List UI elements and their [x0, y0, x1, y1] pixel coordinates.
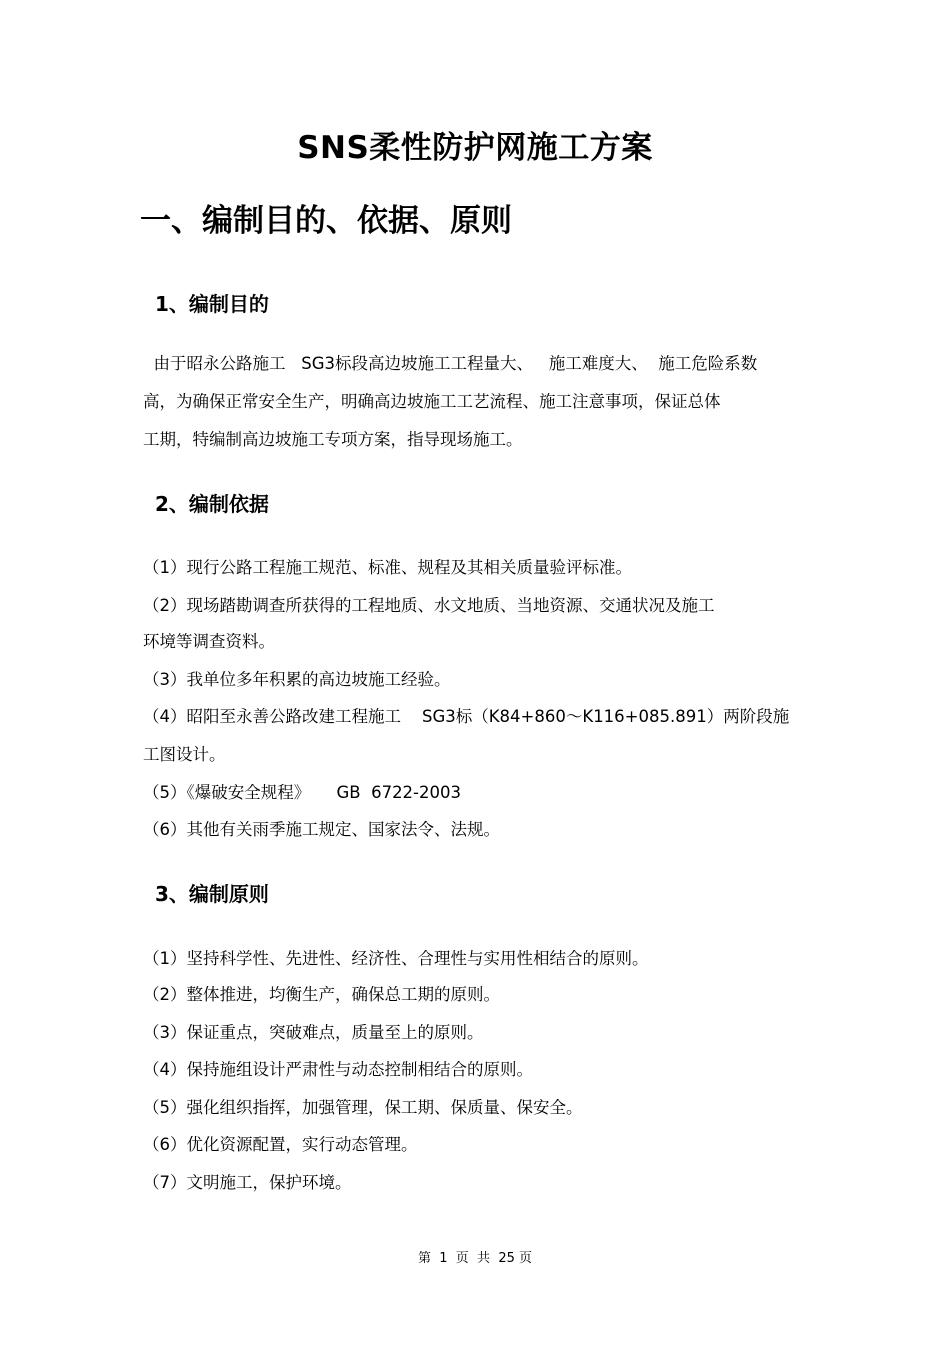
list-item-continuation: 工图设计。 [143, 745, 226, 764]
list-item: （4）保持施组设计严肃性与动态控制相结合的原则。 [143, 1060, 533, 1079]
document-title: SNS柔性防护网施工方案 [297, 130, 653, 166]
list-item: （3）保证重点，突破难点，质量至上的原则。 [143, 1023, 484, 1042]
list-item: （5）《爆破安全规程》 GB 6722-2003 [143, 783, 462, 802]
list-item: （3）我单位多年积累的高边坡施工经验。 [143, 670, 451, 689]
list-item: （1）现行公路工程施工规范、标准、规程及其相关质量验评标准。 [143, 558, 632, 577]
list-item-continuation: 环境等调查资料。 [143, 632, 275, 651]
subsection-heading-principles: 3、编制原则 [155, 882, 269, 906]
list-item: （2）整体推进，均衡生产，确保总工期的原则。 [143, 985, 500, 1004]
list-item: （4）昭阳至永善公路改建工程施工 SG3标（K84+860～K116+085.891）两阶段施 [143, 707, 790, 726]
paragraph-line: 高，为确保正常安全生产，明确高边坡施工工艺流程、施工注意事项，保证总体 [143, 392, 721, 411]
list-item: （2）现场踏勘调查所获得的工程地质、水文地质、当地资源、交通状况及施工 [143, 596, 715, 615]
paragraph-line: 工期，特编制高边坡施工专项方案，指导现场施工。 [143, 430, 523, 449]
subsection-heading-purpose: 1、编制目的 [155, 292, 269, 316]
list-item: （6）优化资源配置，实行动态管理。 [143, 1135, 418, 1154]
list-item: （1）坚持科学性、先进性、经济性、合理性与实用性相结合的原则。 [143, 949, 649, 968]
subsection-heading-basis: 2、编制依据 [155, 492, 269, 516]
paragraph-line: 由于昭永公路施工 SG3标段高边坡施工工程量大、 施工难度大、 施工危险系数 [143, 354, 758, 373]
section-heading-1: 一、编制目的、依据、原则 [140, 203, 512, 239]
list-item: （5）强化组织指挥，加强管理，保工期、保质量、保安全。 [143, 1098, 583, 1117]
list-item: （6）其他有关雨季施工规定、国家法令、法规。 [143, 820, 500, 839]
page-number-footer: 第 1 页 共 25 页 [417, 1251, 532, 1266]
list-item: （7）文明施工，保护环境。 [143, 1173, 352, 1192]
